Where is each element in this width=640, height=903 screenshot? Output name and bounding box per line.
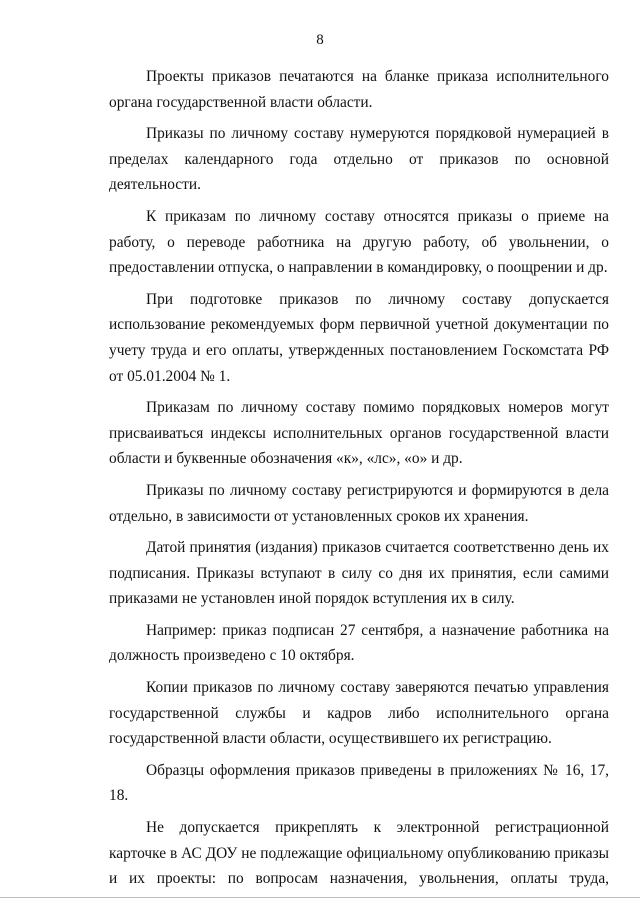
document-body — [109, 64, 609, 898]
paragraph: Проекты приказов печатаются на бланке приказа исполнительного органа государственной власти области. — [109, 68, 609, 111]
page-number: 8 — [316, 32, 324, 48]
paragraph: При подготовке приказов по личному составу допускается использование рекомендуемых форм первичной учетной документации по учету труда и его оплаты, утвержденных постановлением Госкомстата РФ от 05.01.2004 № 1. — [109, 290, 609, 385]
paragraph: Образцы оформления приказов приведены в приложениях № 16, 17, 18. — [109, 761, 609, 805]
paragraph: Приказы по личному составу регистрируются и формируются в дела отдельно, в зависимости от установленных сроков их хранения. — [109, 481, 609, 525]
paragraph: Приказы по личному составу нумеруются порядковой нумерацией в пределах календарного года отдельно от приказов по основной деятельности. — [109, 125, 609, 194]
paragraph: Например: приказ подписан 27 сентября, а назначение работника на должность произведено с 10 октября. — [109, 621, 609, 665]
paragraph: К приказам по личному составу относятся приказы о приеме на работу, о переводе работника на другую работу, об увольнении, о предоставлении отпуска, о направлении в командировку, о поощрении и др. — [109, 207, 609, 277]
paragraph: Копии приказов по личному составу заверяются печатью управления государственной службы и кадров либо исполнительного органа государственной власти области, осуществившего их регистрацию. — [109, 679, 609, 748]
paragraph-continued: Не допускается прикреплять к электронной регистрационной карточке в АС ДОУ не подлежащие официальному опубликованию приказы и их проекты: по вопросам назначения, увольнения, оплаты труда, — [109, 819, 609, 888]
paragraph: Датой принятия (издания) приказов считается соответственно день их подписания. Приказы вступают в силу со дня их принятия, если самими приказами не установлен иной порядок вступления их в силу. — [109, 539, 609, 608]
page-bottom-rule — [0, 897, 640, 898]
paragraph: Приказам по личному составу помимо порядковых номеров могут присваиваться индексы исполнительных органов государственной власти области и буквенные обозначения «к», «лс», «о» и др. — [109, 399, 609, 468]
